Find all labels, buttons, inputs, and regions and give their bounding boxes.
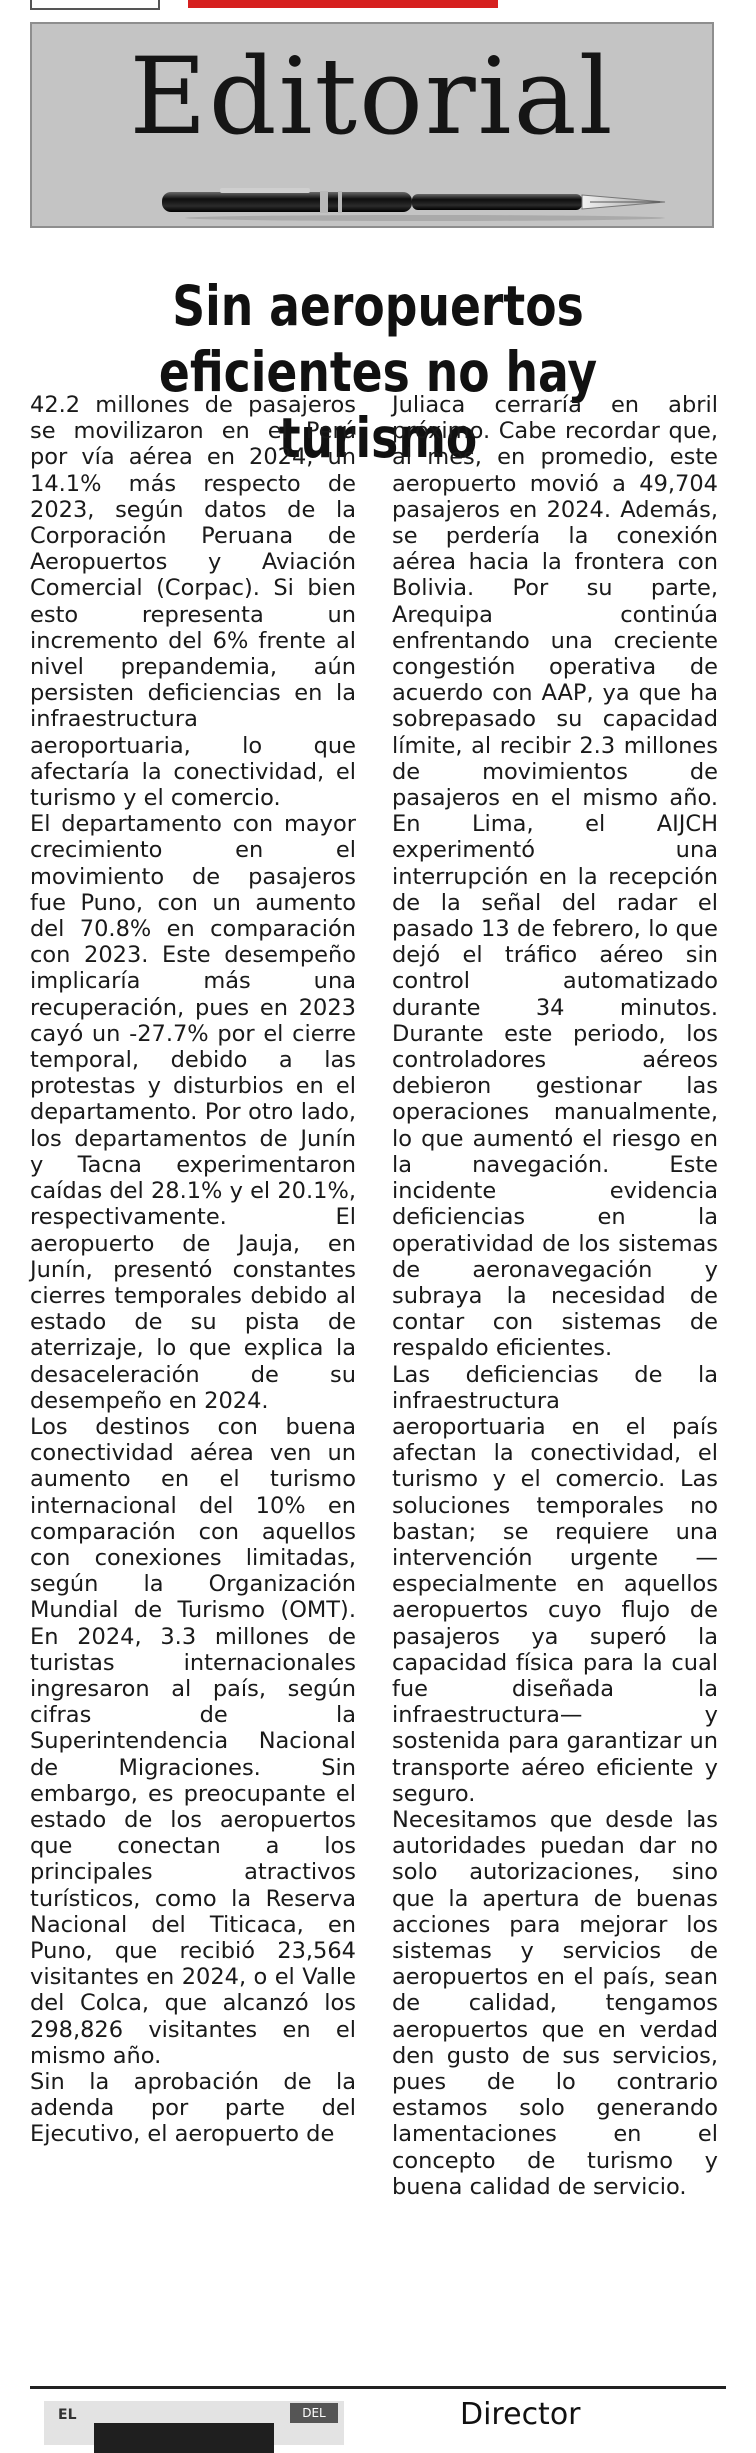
editorial-headline: Sin aeropuertos eficientes no hay turismo xyxy=(158,273,598,470)
footer-masthead xyxy=(30,2386,726,2443)
director-label: Director xyxy=(460,2397,581,2432)
section-title: Editorial xyxy=(129,35,615,158)
article-paragraph: Las deficiencias de la infraestructura aeroportuaria en el país afectan la conectividad, el turismo y el comercio. Las soluciones temporales no bastan; se requiere una intervención urgente —especialmente en aquellos aeropuertos cuyo flujo de pasajeros ya superó la capacidad física para la cual fue diseñada la infraestructura— y sostenida para garantizar un transporte aéreo eficiente y seguro. xyxy=(392,1361,718,1807)
article-column-right xyxy=(392,392,718,2200)
logo-del-badge: DEL xyxy=(290,2403,338,2423)
article-paragraph: Los destinos con buena conectividad aérea ven un aumento en el turismo internacional del 10% en comparación con aquellos con conexiones limitadas, según la Organización Mundial de Turismo (OMT). En 2024, 3.3 millones de turistas internacionales ingresaron al país, según cifras de la Superintendencia Nacional de Migraciones. Sin embargo, es preocupante el estado de los aeropuertos que conectan a los principales atractivos turísticos, como la Reserva Nacional del Titicaca, en Puno, que recibió 23,564 visitantes en 2024, o el Valle del Colca, que alcanzó los 298,826 visitantes en el mismo año. xyxy=(30,1413,356,2069)
editorial-banner xyxy=(30,22,714,228)
logo-text: EL xyxy=(58,2407,77,2423)
top-strip-box xyxy=(30,0,160,10)
top-strip-red-bar xyxy=(188,0,498,8)
logo-wordmark xyxy=(94,2423,274,2453)
article-paragraph: Sin la aprobación de la adenda por parte del Ejecutivo, el aeropuerto de xyxy=(30,2069,356,2148)
article-paragraph: El departamento con mayor crecimiento en el movimiento de pasajeros fue Puno, con un aumento del 70.8% en comparación con 2023. Este desempeño implicaría más una recuperación, pues en 2023 cayó un -27.7% por el cierre temporal, debido a las protestas y disturbios en el departamento. Por otro lado, los departamentos de Junín y Tacna experimentaron caídas del 28.1% y el 20.1%, respectivamente. El aeropuerto de Jauja, en Junín, presentó constantes cierres temporales debido al estado de su pista de aterrizaje, lo que explica la desaceleración de su desempeño en 2024. xyxy=(30,811,356,1414)
article-paragraph: 42.2 millones de pasajeros se movilizaron en el Perú por vía aérea en 2024, un 14.1% más respecto de 2023, según datos de la Corporación Peruana de Aeropuertos y Aviación Comercial (Corpac). Si bien esto representa un incremento del 6% frente al nivel prepandemia, aún persisten deficiencias en la infraestructura aeroportuaria, lo que afectaría la conectividad, el turismo y el comercio. xyxy=(30,392,356,812)
article-column-left xyxy=(30,392,356,2148)
newspaper-logo xyxy=(44,2401,344,2445)
fountain-pen-icon xyxy=(160,182,700,222)
top-strip xyxy=(0,0,756,10)
article-paragraph: Necesitamos que desde las autoridades puedan dar no solo autorizaciones, sino que la apertura de buenas acciones para mejorar los sistemas y servicios de aeropuertos en el país, sean de calidad, tengamos aeropuertos que en verdad den gusto de sus servicios, pues de lo contrario estamos solo generando lamentaciones en el concepto de turismo y buena calidad de servicio. xyxy=(392,1806,718,2200)
article-paragraph: Juliaca cerraría en abril próximo. Cabe recordar que, al mes, en promedio, este aeropuerto movió a 49,704 pasajeros en 2024. Además, se perdería la conexión aérea hacia la frontera con Bolivia. Por su parte, Arequipa continúa enfrentando una creciente congestión operativa de acuerdo con AAP, ya que ha sobrepasado su capacidad límite, al recibir 2.3 millones de movimientos de pasajeros en el mismo año. En Lima, el AIJCH experimentó una interrupción en la recepción de la señal del radar el pasado 13 de febrero, lo que dejó el tráfico aéreo sin control automatizado durante 34 minutos. Durante este periodo, los controladores aéreos debieron gestionar las operaciones manualmente, lo que aumentó el riesgo en la navegación. Este incidente evidencia deficiencias en la operatividad de los sistemas de aeronavegación y subraya la necesidad de contar con sistemas de respaldo eficientes. xyxy=(392,392,718,1362)
